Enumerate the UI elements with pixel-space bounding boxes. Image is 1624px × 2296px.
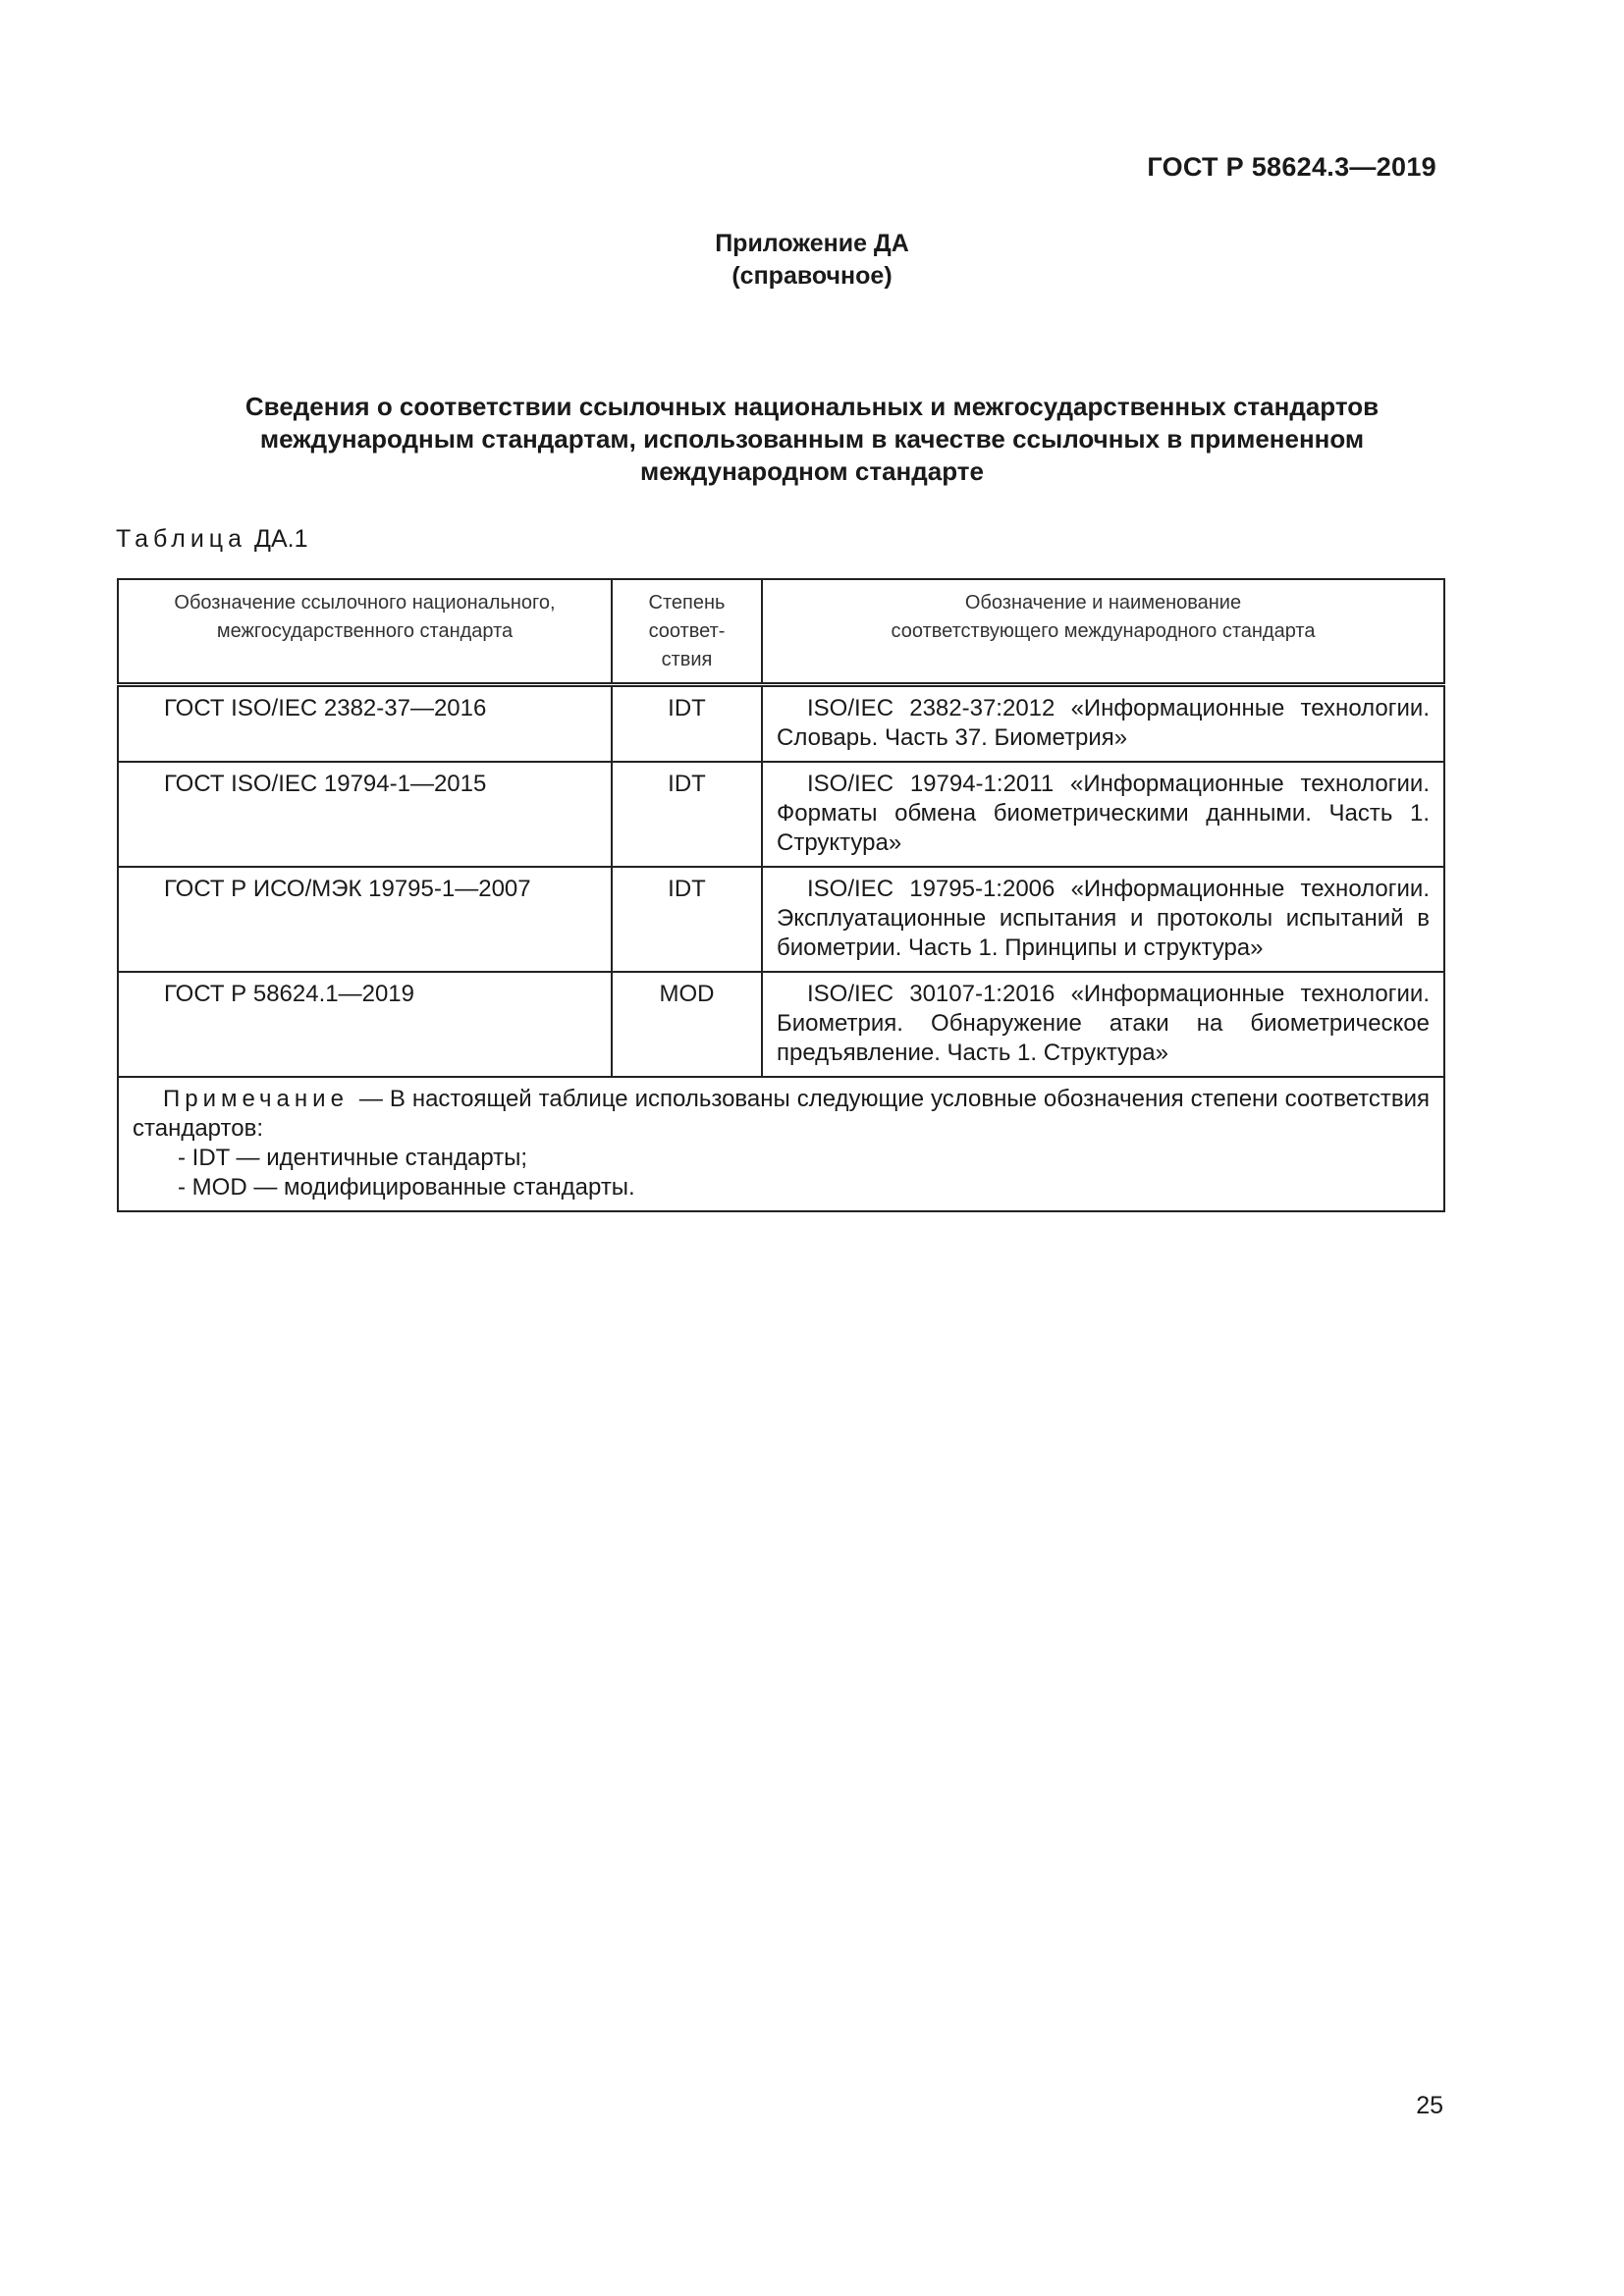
title-line: Сведения о соответствии ссылочных национальных и межгосударственных стандартов — [244, 392, 1380, 421]
title-line: международном стандарте — [640, 456, 984, 486]
note-text — [133, 1085, 1430, 1144]
header-text: соответствующего международного стандарта — [891, 620, 1316, 642]
table-note-row — [118, 1077, 1444, 1211]
header-degree — [612, 579, 762, 685]
note-body: — В настоящей таблице использованы следующие условные обозначения степени соответствия стандартов: — [133, 1086, 1430, 1142]
table-header-row — [118, 579, 1444, 685]
appendix-type: (справочное) — [731, 262, 893, 290]
header-text: ствия — [661, 649, 713, 670]
table-row — [118, 685, 1444, 763]
table-row — [118, 867, 1444, 972]
header-national-standard — [118, 579, 612, 685]
section-title — [147, 391, 1477, 488]
table-row — [118, 762, 1444, 867]
note-item: - MOD — модифицированные стандарты. — [178, 1174, 635, 1201]
table-row — [118, 972, 1444, 1077]
header-international-standard — [762, 579, 1444, 685]
degree-cell: IDT — [612, 867, 762, 972]
degree-cell: IDT — [612, 762, 762, 867]
header-text: Степень — [648, 592, 726, 614]
title-line: международным стандартам, использованным в качестве ссылочных в примененном — [259, 424, 1365, 454]
national-standard-cell: ГОСТ ISO/IEC 2382-37—2016 — [118, 685, 612, 763]
national-standard-cell: ГОСТ Р ИСО/МЭК 19795-1—2007 — [118, 867, 612, 972]
note-label: Примечание — [163, 1086, 349, 1112]
document-code: ГОСТ Р 58624.3—2019 — [1147, 152, 1436, 182]
international-standard-cell: ISO/IEC 19795-1:2006 «Информационные технологии. Эксплуатационные испытания и протоколы испытаний в биометрии. Часть 1. Принципы и структура» — [762, 867, 1444, 972]
header-text: Обозначение и наименование — [964, 592, 1242, 614]
international-standard-cell: ISO/IEC 19794-1:2011 «Информационные технологии. Форматы обмена биометрическими данными. Часть 1. Структура» — [762, 762, 1444, 867]
note-item: - IDT — идентичные стандарты; — [178, 1145, 528, 1171]
table-caption — [116, 525, 308, 554]
degree-cell: IDT — [612, 685, 762, 763]
page-number: 25 — [1416, 2092, 1443, 2119]
table-caption-word: Таблица — [116, 525, 247, 553]
header-text: межгосударственного стандарта — [216, 620, 514, 642]
international-standard-cell: ISO/IEC 30107-1:2016 «Информационные технологии. Биометрия. Обнаружение атаки на биометрическое предъявление. Часть 1. Структура» — [762, 972, 1444, 1077]
national-standard-cell: ГОСТ Р 58624.1—2019 — [118, 972, 612, 1077]
standards-table — [117, 578, 1445, 1212]
header-text: Обозначение ссылочного национального, — [174, 592, 556, 614]
header-text: соответ- — [648, 620, 726, 642]
national-standard-cell: ГОСТ ISO/IEC 19794-1—2015 — [118, 762, 612, 867]
table-caption-number: ДА.1 — [254, 525, 308, 553]
appendix-title: Приложение ДА — [715, 230, 909, 257]
table-note — [118, 1077, 1444, 1211]
appendix-heading — [0, 228, 1624, 293]
degree-cell: MOD — [612, 972, 762, 1077]
international-standard-cell: ISO/IEC 2382-37:2012 «Информационные технологии. Словарь. Часть 37. Биометрия» — [762, 685, 1444, 763]
